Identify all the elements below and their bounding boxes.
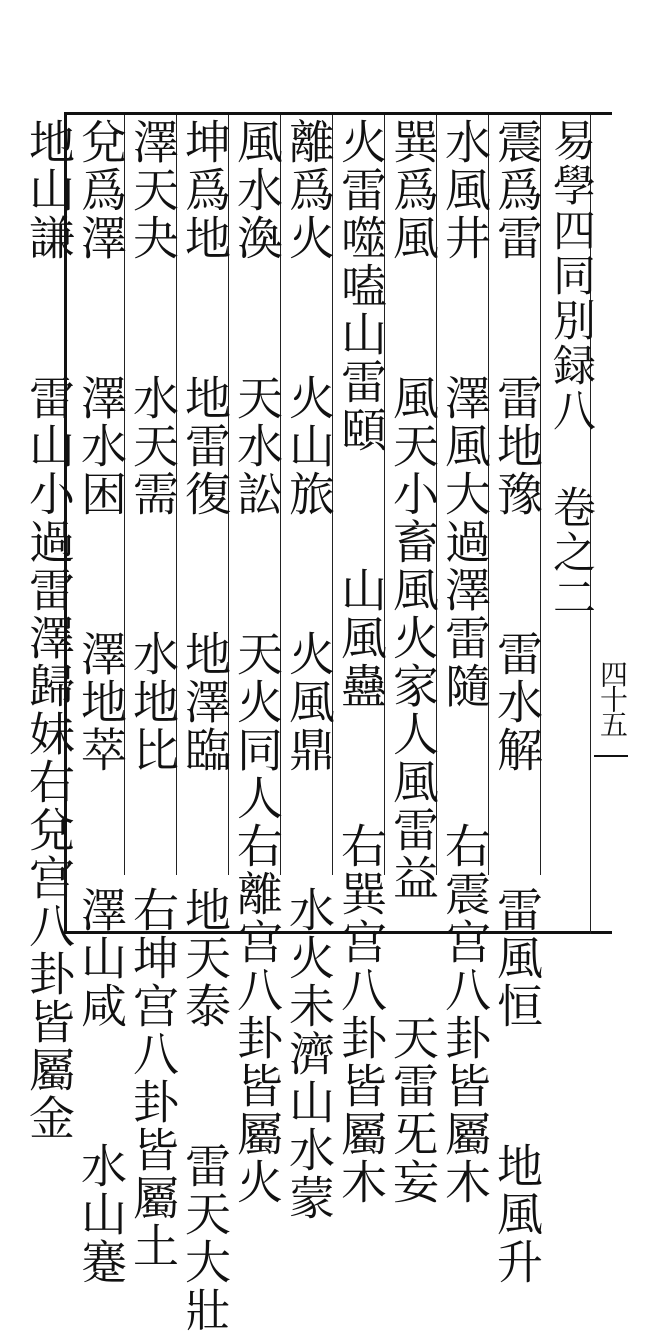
text-column: 兌爲澤 澤水困 澤地萃 澤山咸 水山蹇 [74,118,128,1286]
text-column: 坤爲地 地雷復 地澤臨 地天泰 雷天大壯 [178,118,232,1334]
page-number: 四十五 [594,660,628,757]
text-column: 巽爲風 風天小畜風火家人風雷益 天雷旡妄 [386,118,440,1206]
text-column: 風水渙 天水訟 天火同人右離宫八卦皆屬火 [230,118,284,1206]
text-column: 澤天夬 水天需 水地比 右坤宫八卦皆屬土 [126,118,180,1270]
text-column: 地山謙 雷山小過雷澤歸妹右兌宫八卦皆屬金 [22,118,76,1142]
text-column: 水風井 澤風大過澤雷隨 右震宫八卦皆屬木 [438,118,492,1206]
text-column: 震爲雷 雷地豫 雷水解 雷風恒 地風升 [490,118,544,1286]
text-column: 離爲火 火山旅 火風鼎 水火未濟山水蒙 [282,118,336,1222]
text-column: 火雷噬嗑山雷頤 山風蠱 右巽宫八卦皆屬木 [334,118,388,1206]
book-title: 易學四同別録八 卷之二 [546,118,596,620]
